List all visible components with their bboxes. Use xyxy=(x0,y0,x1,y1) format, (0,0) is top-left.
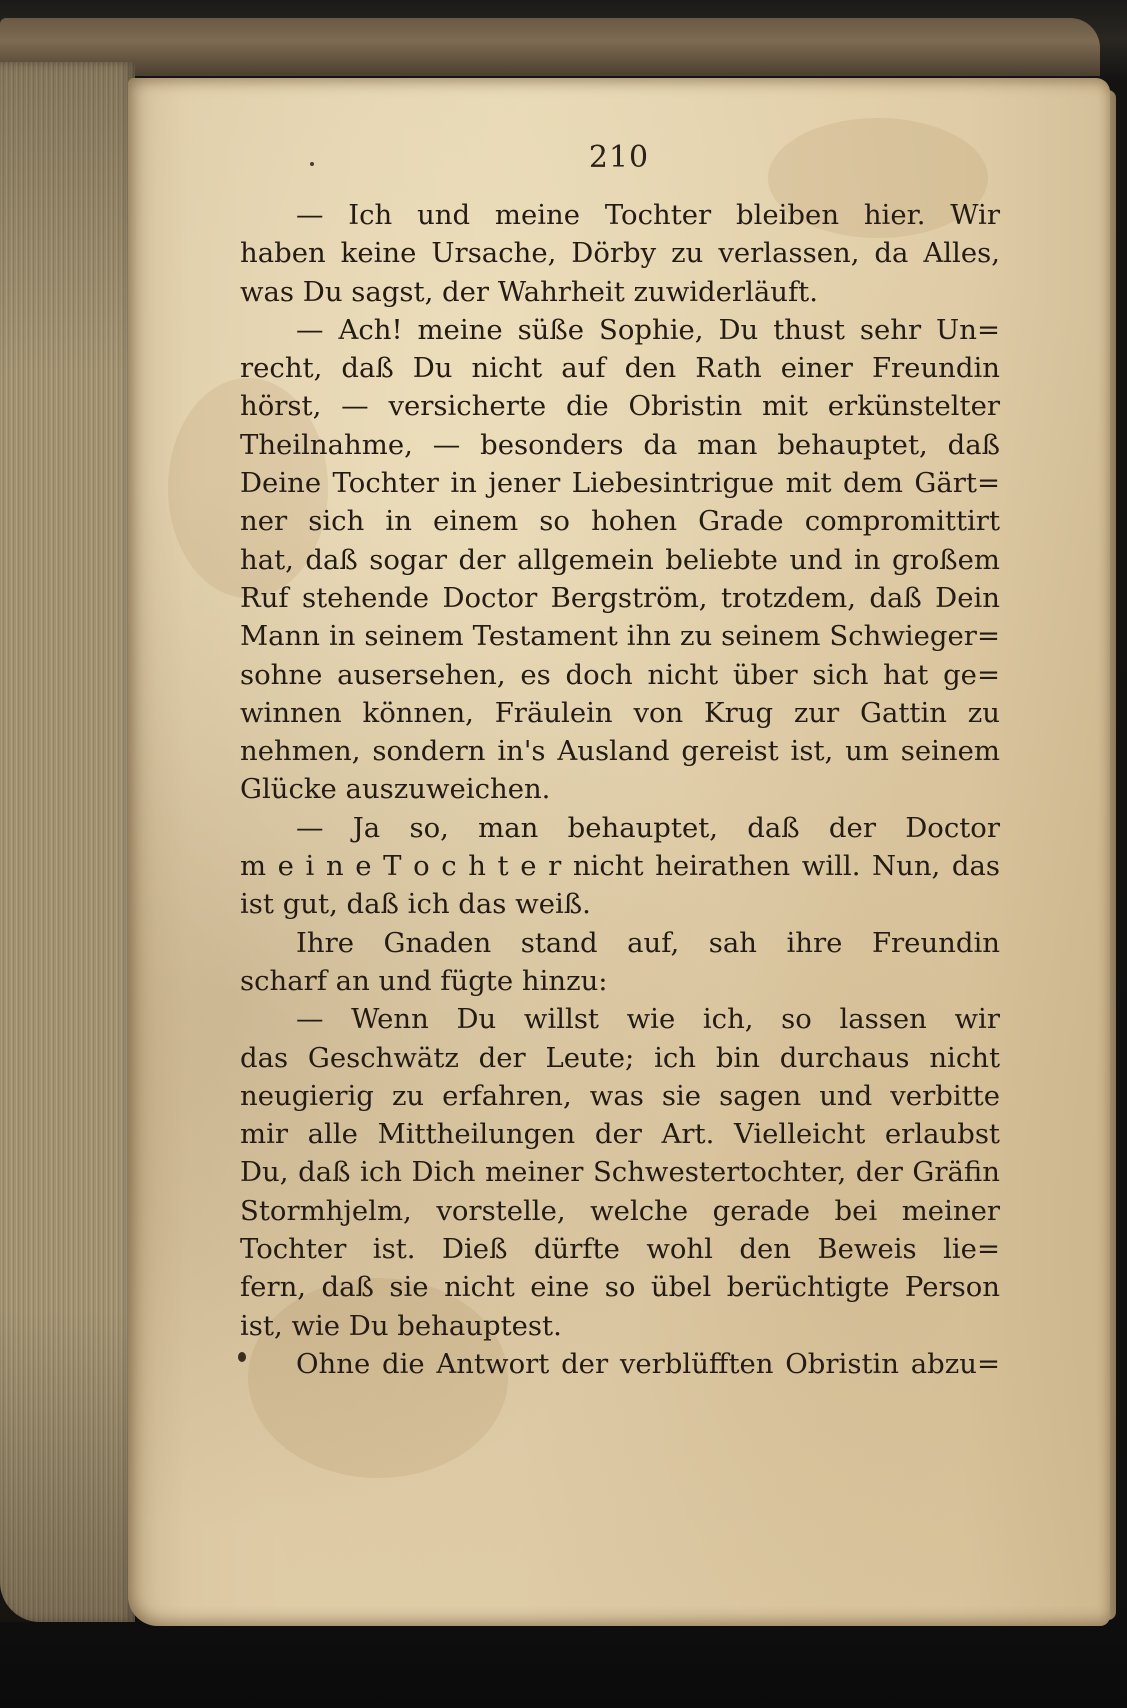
text-line: hat, daß sogar der allgemein beliebte und in großem xyxy=(240,543,1000,576)
text-line: fern, daß sie nicht eine so übel berüchtigte Person xyxy=(240,1271,1000,1304)
text-line: — Wenn Du willst wie ich, so lassen wir xyxy=(296,1003,1000,1036)
text-line: das Geschwätz der Leute; ich bin durchaus nicht xyxy=(240,1041,1000,1074)
text-line: nehmen, sondern in's Ausland gereist ist, um seinem xyxy=(240,735,1000,768)
text-line: Mann in seinem Testament ihn zu seinem Schwieger= xyxy=(240,620,1000,653)
book-top-edge xyxy=(0,18,1100,76)
text-line: m e i n e T o c h t e r nicht heirathen will. Nun, das xyxy=(240,850,1000,883)
text-line: was Du sagst, der Wahrheit zuwiderläuft. xyxy=(240,275,818,308)
text-line: mir alle Mittheilungen der Art. Vielleicht erlaubst xyxy=(240,1118,1000,1151)
text-line: Ohne die Antwort der verblüfften Obristin abzu= xyxy=(296,1347,1000,1380)
ink-blot xyxy=(238,1352,246,1362)
text-line: Du, daß ich Dich meiner Schwestertochter, der Gräfin xyxy=(240,1156,1000,1189)
text-line: Theilnahme, — besonders da man behauptet, daß xyxy=(240,428,1000,461)
text-line: haben keine Ursache, Dörby zu verlassen, da Alles, xyxy=(240,237,1000,270)
text-line: — Ach! meine süße Sophie, Du thust sehr Un= xyxy=(296,313,1000,346)
page-edges-shade xyxy=(0,62,135,1622)
text-line: Ihre Gnaden stand auf, sah ihre Freundin xyxy=(296,926,1000,959)
text-line: Deine Tochter in jener Liebesintrigue mit dem Gärt= xyxy=(240,467,1000,500)
text-line: Glücke auszuweichen. xyxy=(240,773,551,806)
body-text xyxy=(240,196,1000,1383)
text-line: sohne ausersehen, es doch nicht über sich hat ge= xyxy=(240,658,1000,691)
text-line: ist, wie Du behauptest. xyxy=(240,1309,562,1342)
printed-page xyxy=(128,78,1110,1626)
text-line: recht, daß Du nicht auf den Rath einer Freundin xyxy=(240,352,1000,385)
page-number: 210 xyxy=(588,140,650,175)
text-line: Ruf stehende Doctor Bergström, trotzdem, daß Dein xyxy=(240,581,1000,614)
text-line: neugierig zu erfahren, was sie sagen und verbitte xyxy=(240,1079,1000,1112)
text-line: ist gut, daß ich das weiß. xyxy=(240,888,591,921)
text-line: — Ich und meine Tochter bleiben hier. Wir xyxy=(296,199,1000,231)
text-line: winnen können, Fräulein von Krug zur Gattin zu xyxy=(240,696,1000,729)
text-line: — Ja so, man behauptet, daß der Doctor xyxy=(296,811,1000,844)
ink-dot xyxy=(310,162,314,166)
text-line: scharf an und fügte hinzu: xyxy=(240,964,608,997)
text-line: ner sich in einem so hohen Grade compromittirt xyxy=(240,505,1000,538)
text-line: Tochter ist. Dieß dürfte wohl den Beweis lie= xyxy=(240,1233,1000,1266)
text-line: Stormhjelm, vorstelle, welche gerade bei meiner xyxy=(240,1194,1000,1227)
text-line: hörst, — versicherte die Obristin mit erkünstelter xyxy=(240,390,1000,423)
